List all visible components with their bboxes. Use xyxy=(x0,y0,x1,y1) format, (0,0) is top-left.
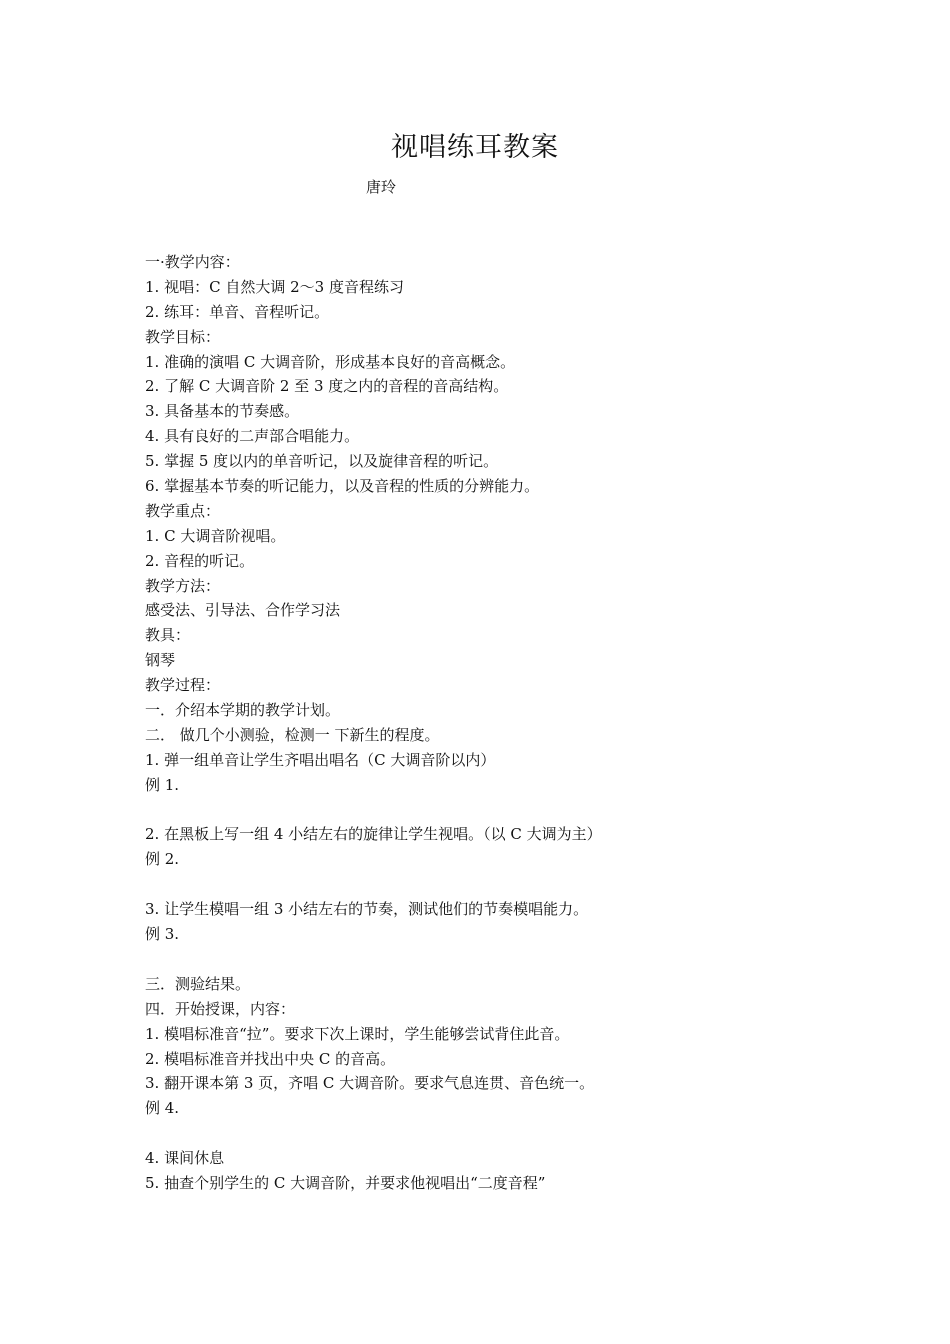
body-line: 感受法、引导法、合作学习法 xyxy=(145,601,341,620)
body-line xyxy=(145,947,845,972)
body-line: 5. 掌握 5 度以内的单音听记，以及旋律音程的听记。 xyxy=(145,452,499,471)
body-line: 6. 掌握基本节奏的听记能力，以及音程的性质的分辨能力。 xyxy=(145,477,540,496)
body-line: 教具： xyxy=(145,626,191,645)
body-line: 4. 具有良好的二声部合唱能力。 xyxy=(145,427,360,446)
body-line: 2. 音程的听记。 xyxy=(145,551,255,570)
body-line: 例 4. xyxy=(145,1099,180,1118)
body-line xyxy=(145,872,845,897)
document-body xyxy=(145,250,845,1196)
body-line: 2. 了解 C 大调音阶 2 至 3 度之内的音程的音高结构。 xyxy=(145,377,509,396)
body-line: 教学方法： xyxy=(145,576,221,595)
body-line: 二． 做几个小测验，检测一 下新生的程度。 xyxy=(145,725,440,744)
body-line xyxy=(145,1121,845,1146)
body-line: 2. 模唱标准音并找出中央 C 的音高。 xyxy=(145,1049,396,1068)
body-line: 例 1. xyxy=(145,775,180,794)
body-line: 3. 具备基本的节奏感。 xyxy=(145,402,300,421)
body-line: 四．开始授课，内容： xyxy=(145,999,296,1018)
document-author: 唐玲 xyxy=(366,178,397,196)
body-line: 教学目标： xyxy=(145,327,221,346)
document-title: 视唱练耳教案 xyxy=(391,132,559,163)
body-line xyxy=(145,798,845,823)
body-line: 教学重点： xyxy=(145,501,221,520)
body-line: 2. 在黑板上写一组 4 小结左右的旋律让学生视唱。（以 C 大调为主） xyxy=(145,825,602,844)
body-line: 例 3. xyxy=(145,925,180,944)
body-line: 2. 练耳：单音、音程听记。 xyxy=(145,302,330,321)
body-line: 例 2. xyxy=(145,850,180,869)
body-line: 1. C 大调音阶视唱。 xyxy=(145,526,286,545)
body-line: 3. 让学生模唱一组 3 小结左右的节奏，测试他们的节奏模唱能力。 xyxy=(145,900,589,919)
body-line: 1. 视唱：C 自然大调 2～3 度音程练习 xyxy=(145,277,404,296)
body-line: 一．介绍本学期的教学计划。 xyxy=(145,701,341,720)
body-line: 一·教学内容： xyxy=(145,253,240,271)
body-line: 1. 准确的演唱 C 大调音阶，形成基本良好的音高概念。 xyxy=(145,352,516,371)
body-line: 钢琴 xyxy=(145,651,176,670)
body-line: 1. 模唱标准音“拉”。要求下次上课时，学生能够尝试背住此音。 xyxy=(145,1024,570,1043)
body-line: 1. 弹一组单音让学生齐唱出唱名（C 大调音阶以内） xyxy=(145,750,496,769)
body-line: 教学过程： xyxy=(145,676,221,695)
body-line: 三．测验结果。 xyxy=(145,974,251,993)
body-line: 4. 课间休息 xyxy=(145,1149,225,1168)
body-line: 3. 翻开课本第 3 页，齐唱 C 大调音阶。要求气息连贯、音色统一。 xyxy=(145,1074,595,1093)
body-line: 5. 抽查个别学生的 C 大调音阶，并要求他视唱出“二度音程” xyxy=(145,1173,546,1192)
